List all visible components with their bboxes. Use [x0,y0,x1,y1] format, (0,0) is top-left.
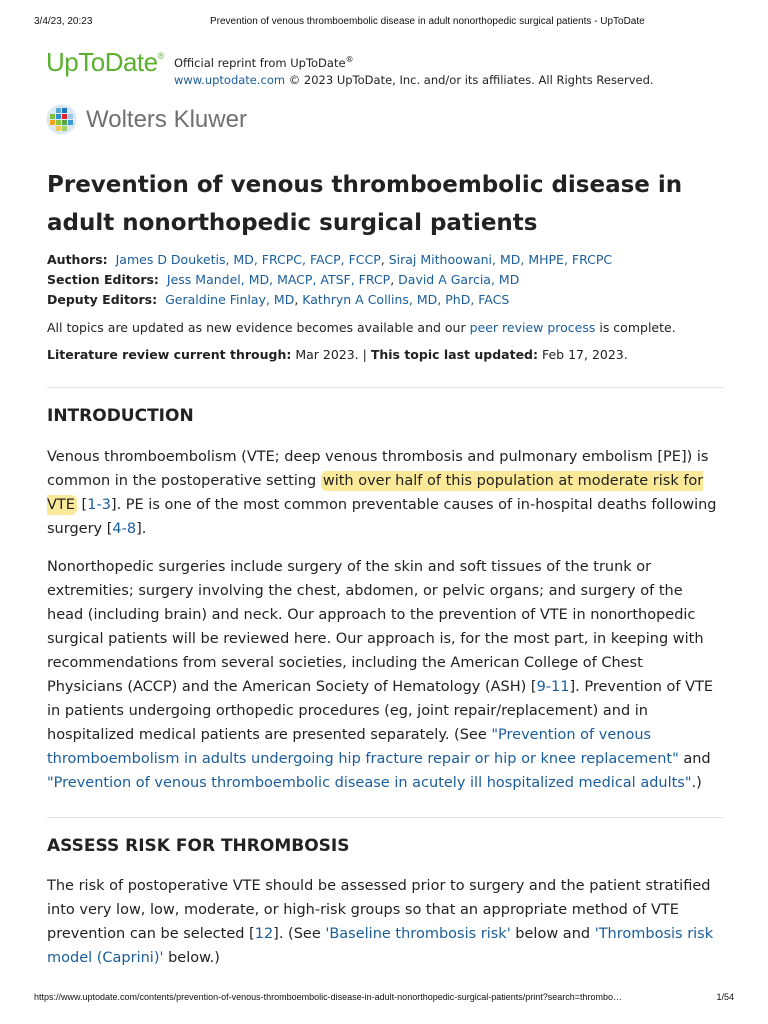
deputy-editor-link[interactable]: Geraldine Finlay, MD [165,292,295,307]
section-link[interactable]: 'Thrombosis risk model (Caprini)' [47,926,714,966]
literature-review-line [47,345,723,365]
update-note-text-end: is complete. [595,320,676,335]
last-updated-value: Feb 17, 2023. [538,347,628,362]
paragraph-text: below and [510,926,595,942]
peer-review-link[interactable]: peer review process [469,320,596,335]
reprint-notice [174,51,654,89]
highlighted-text[interactable]: with over half of this population at moderate risk for VTE [47,473,704,513]
topic-link[interactable]: "Prevention of venous thromboembolism in adults undergoing hip fracture repair or hip or knee replacement" [47,727,679,767]
intro-paragraph-1 [47,445,723,541]
authors-label: Authors: [47,252,108,267]
paragraph-text: ]. Prevention of VTE in patients undergoing orthopedic procedures (eg, joint repair/replacement) and in hospitalized medical patients are presented separately. (See [47,679,714,743]
print-header [34,12,734,28]
lit-review-label: Literature review current through: [47,347,292,362]
section-editor-link[interactable]: Jess Mandel, MD, MACP, ATSF, FRCP [166,272,391,287]
author-link[interactable]: Siraj Mithoowani, MD, MHPE, FRCPC [388,252,613,267]
article-contributors [47,250,723,310]
paragraph-text: Venous thromboembolism (VTE; deep venous thrombosis and pulmonary embolism [PE]) is common in the postoperative setting [47,449,709,489]
authors-row: Authors: James D Douketis, MD, FRCPC, FACP, FCCP, Siraj Mithoowani, MD, MHPE, FRCPC [47,252,613,267]
section-heading-assess-risk: ASSESS RISK FOR THROMBOSIS [47,836,350,856]
paragraph-text: ]. [136,521,147,537]
article-title: Prevention of venous thromboembolic disease in adult nonorthopedic surgical patients [47,172,683,236]
article-content [47,166,723,970]
wolters-kluwer-wordmark: Wolters Kluwer [86,106,247,133]
section-editors-label: Section Editors: [47,272,159,287]
paragraph-text: Nonorthopedic surgeries include surgery of the skin and soft tissues of the trunk or extremities; surgery involving the chest, abdomen, or pelvic organs; and surgery of the head (including brain) and neck. Our approach to the prevention of VTE in nonorthopedic surgical patients will be reviewed here. Our approach is, for the most part, in keeping with recommendations from several societies, including the American College of Chest Physicians (ACCP) and the American Society of Hematology (ASH) [ [47,559,704,695]
print-page-title: Prevention of venous thromboembolic disease in adult nonorthopedic surgical patients - UpToDate [210,16,645,27]
reference-link[interactable]: 12 [254,926,274,942]
paragraph-text: The risk of postoperative VTE should be assessed prior to surgery and the patient stratified into very low, low, moderate, or high-risk groups so that an appropriate method of VTE prevention can be selected [ [47,878,711,942]
deputy-editors-row: Deputy Editors: Geraldine Finlay, MD, Kathryn A Collins, MD, PhD, FACS [47,292,510,307]
print-footer [34,992,734,1006]
paragraph-text: below.) [163,950,220,966]
update-note-text: All topics are updated as new evidence becomes available and our [47,320,470,335]
topic-link[interactable]: "Prevention of venous thromboembolic disease in acutely ill hospitalized medical adults" [47,775,692,791]
page-number: 1/54 [716,992,734,1002]
deputy-editors-label: Deputy Editors: [47,292,158,307]
reprint-line: Official reprint from UpToDate [174,55,346,70]
copyright-text: © 2023 UpToDate, Inc. and/or its affiliates. All Rights Reserved. [285,72,654,87]
paragraph-text: [ [76,497,88,513]
intro-paragraph-2 [47,555,723,795]
paragraph-text: ]. (See [273,926,326,942]
paragraph-text: ]. PE is one of the most common preventable causes of in-hospital deaths following surgery [ [47,497,717,537]
section-heading-introduction: INTRODUCTION [47,406,194,426]
uptodate-logo-mark: ® [157,51,164,61]
uptodate-logo[interactable] [46,47,164,78]
section-editors-row: Section Editors: Jess Mandel, MD, MACP, ATSF, FRCP, David A Garcia, MD [47,272,520,287]
wolters-kluwer-mark-icon [46,104,77,135]
section-link[interactable]: 'Baseline thrombosis risk' [325,926,511,942]
section-editor-link[interactable]: David A Garcia, MD [398,272,520,287]
site-link[interactable]: www.uptodate.com [174,72,286,87]
update-note [47,318,723,338]
lit-review-value: Mar 2023. | [291,347,371,362]
print-url: https://www.uptodate.com/contents/prevention-of-venous-thromboembolic-disease-in-adult-nonorthopedic-surgical-patients/print?search=thrombo… [34,992,623,1002]
reference-link[interactable]: 9-11 [536,679,570,695]
divider [47,817,723,818]
paragraph-text: .) [691,775,702,791]
divider [47,387,723,388]
paragraph-text: and [678,751,711,767]
last-updated-label: This topic last updated: [370,347,539,362]
reprint-mark: ® [345,55,354,64]
author-link[interactable]: James D Douketis, MD, FRCPC, FACP, FCCP [115,252,381,267]
print-date: 3/4/23, 20:23 [34,16,93,27]
reference-link[interactable]: 1-3 [87,497,111,513]
risk-paragraph-1 [47,874,723,970]
reference-link[interactable]: 4-8 [112,521,137,537]
deputy-editor-link[interactable]: Kathryn A Collins, MD, PhD, FACS [302,292,510,307]
uptodate-logo-text: UpToDate [46,47,158,77]
